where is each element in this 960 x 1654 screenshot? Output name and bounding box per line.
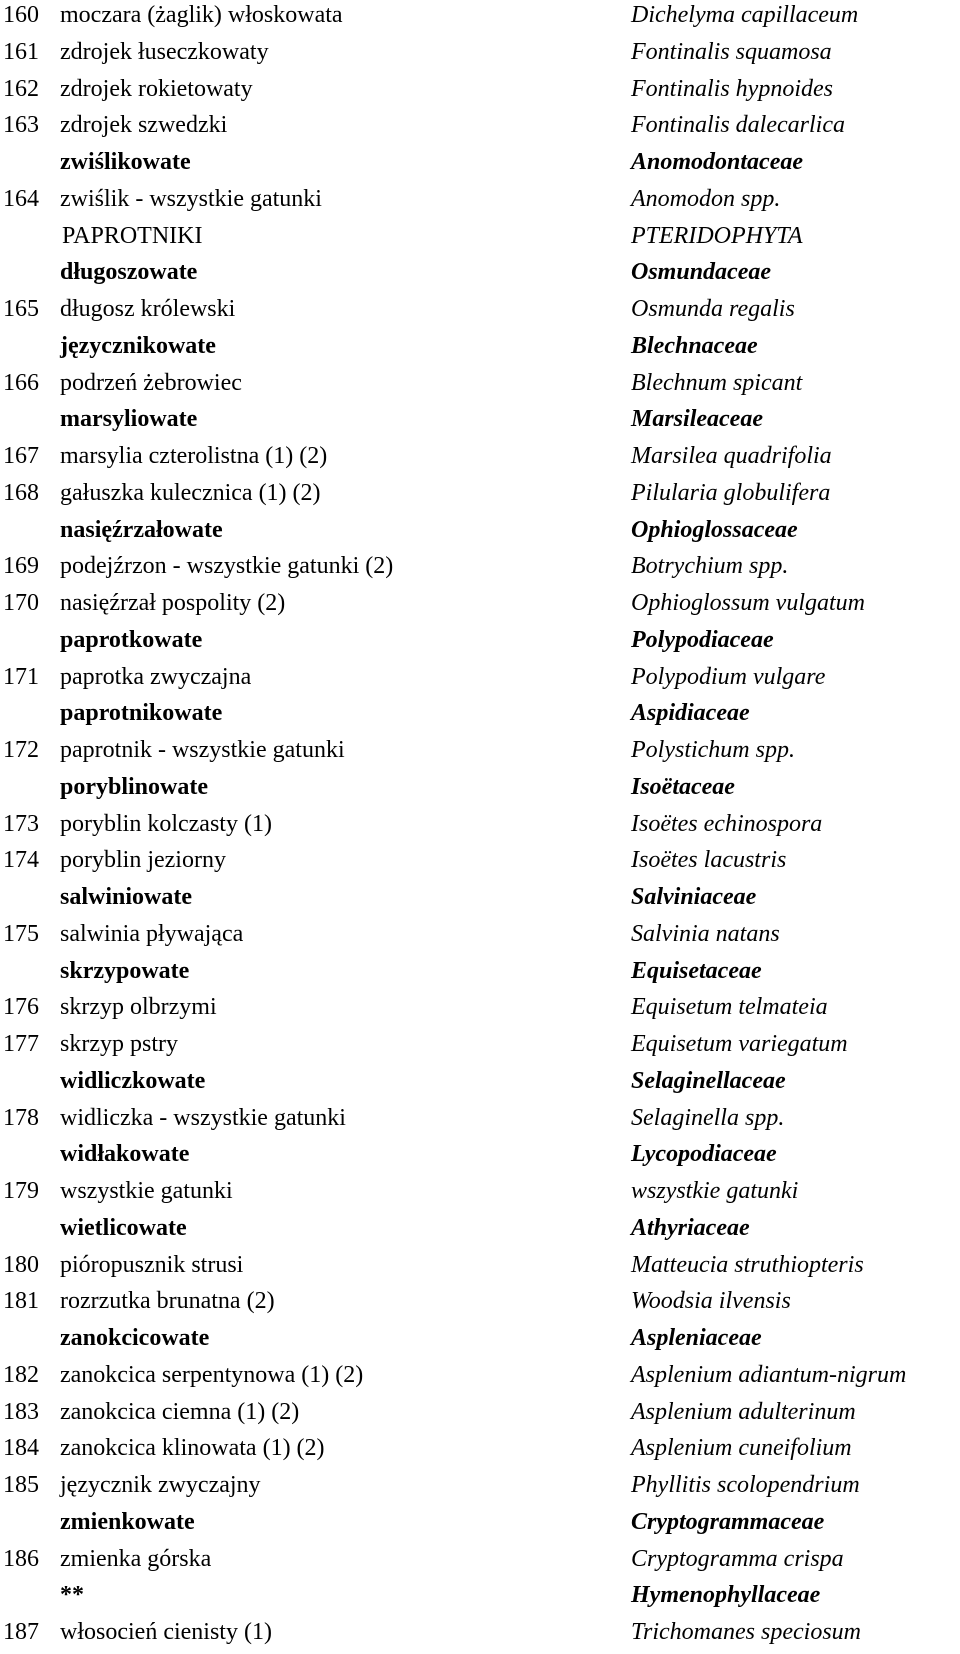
species-row (0, 662, 960, 699)
latin-name: Blechnum spicant (631, 369, 803, 396)
polish-name: marsyliowate (60, 406, 198, 433)
latin-name: Woodsia ilvensis (631, 1288, 791, 1315)
entry-number: 184 (3, 1435, 39, 1462)
family-row (0, 515, 960, 552)
latin-name: Fontinalis squamosa (631, 38, 832, 65)
latin-name: Phyllitis scolopendrium (631, 1472, 860, 1498)
latin-name: Asplenium adulterinum (631, 1398, 856, 1425)
species-row (0, 478, 960, 515)
entry-number: 187 (3, 1619, 39, 1645)
family-row (0, 257, 960, 294)
entry-number: 161 (3, 38, 39, 65)
species-row (0, 1250, 960, 1287)
polish-name: zwiślik - wszystkie gatunki (60, 185, 322, 212)
species-row (0, 1103, 960, 1140)
latin-name: Aspleniaceae (631, 1325, 762, 1351)
polish-name: podejźrzon - wszystkie gatunki (2) (60, 553, 394, 580)
polish-name: języcznikowate (60, 332, 216, 359)
family-row (0, 698, 960, 735)
polish-name: nasięźrzał pospolity (2) (60, 590, 286, 616)
species-row (0, 919, 960, 956)
species-row (0, 37, 960, 74)
latin-name: Matteucia struthiopteris (631, 1251, 864, 1278)
latin-name: Dichelyma capillaceum (631, 2, 859, 28)
species-row (0, 992, 960, 1029)
family-row (0, 404, 960, 441)
polish-name: poryblinowate (60, 773, 209, 800)
polish-name: włosocień cienisty (1) (60, 1619, 272, 1645)
latin-name: Aspidiaceae (631, 700, 750, 727)
species-row (0, 1029, 960, 1066)
polish-name: salwinia pływająca (60, 920, 244, 947)
latin-name: Marsileaceae (631, 406, 763, 433)
entry-number: 176 (3, 994, 39, 1021)
polish-name: moczara (żaglik) włoskowata (60, 2, 343, 28)
latin-name: Salvinia natans (631, 920, 780, 947)
polish-name: rozrzutka brunatna (2) (60, 1288, 275, 1315)
polish-name: PAPROTNIKI (62, 222, 203, 249)
latin-name: Pilularia globulifera (631, 479, 831, 506)
family-row (0, 882, 960, 919)
species-row (0, 845, 960, 882)
species-row (0, 1397, 960, 1434)
polish-name: zdrojek rokietowaty (60, 75, 253, 102)
family-row (0, 1213, 960, 1250)
latin-name: Selaginella spp. (631, 1104, 785, 1131)
species-row (0, 809, 960, 846)
entry-number: 174 (3, 847, 39, 874)
family-row (0, 331, 960, 368)
family-row (0, 1580, 960, 1617)
species-row (0, 1286, 960, 1323)
latin-name: Osmunda regalis (631, 296, 795, 322)
latin-name: Equisetum telmateia (631, 994, 828, 1021)
polish-name: wietlicowate (60, 1214, 187, 1241)
species-row (0, 110, 960, 147)
family-row (0, 1507, 960, 1544)
entry-number: 183 (3, 1398, 39, 1425)
polish-name: widliczkowate (60, 1067, 206, 1094)
entry-number: 168 (3, 479, 39, 506)
species-row (0, 74, 960, 111)
entry-number: 170 (3, 590, 39, 616)
latin-name: Isoëtes lacustris (631, 847, 787, 874)
latin-name: Fontinalis hypnoides (631, 75, 833, 102)
polish-name: pióropusznik strusi (60, 1251, 244, 1278)
polish-name: języcznik zwyczajny (60, 1472, 261, 1498)
entry-number: 179 (3, 1178, 39, 1204)
latin-name: Athyriaceae (631, 1214, 750, 1241)
polish-name: zanokcica ciemna (1) (2) (60, 1398, 300, 1425)
latin-name: Marsilea quadrifolia (631, 443, 832, 469)
species-row (0, 1433, 960, 1470)
latin-name: Isoëtes echinospora (631, 810, 823, 837)
polish-name: paprotnik - wszystkie gatunki (60, 737, 345, 763)
family-row (0, 956, 960, 993)
latin-name: Trichomanes speciosum (631, 1619, 861, 1645)
polish-name: nasięźrzałowate (60, 516, 223, 543)
latin-name: Anomodon spp. (631, 185, 781, 212)
latin-name: Ophioglossaceae (631, 516, 798, 543)
entry-number: 172 (3, 737, 39, 763)
latin-name: Cryptogramma crispa (631, 1545, 844, 1572)
family-row (0, 147, 960, 184)
latin-name: Equisetum variegatum (631, 1031, 848, 1057)
polish-name: zdrojek łuseczkowaty (60, 38, 269, 65)
entry-number: 186 (3, 1545, 39, 1572)
latin-name: Polystichum spp. (631, 737, 795, 763)
polish-name: gałuszka kulecznica (1) (2) (60, 479, 321, 506)
polish-name: zanokcicowate (60, 1325, 210, 1351)
species-row (0, 1544, 960, 1581)
polish-name: zmienka górska (60, 1545, 212, 1572)
entry-number: 175 (3, 920, 39, 947)
latin-name: Asplenium adiantum-nigrum (631, 1361, 907, 1388)
entry-number: 162 (3, 75, 39, 102)
polish-name: skrzyp olbrzymi (60, 994, 217, 1021)
latin-name: Botrychium spp. (631, 553, 789, 580)
latin-name: Ophioglossum vulgatum (631, 590, 865, 616)
polish-name: długoszowate (60, 259, 198, 286)
polish-name: zdrojek szwedzki (60, 112, 228, 139)
latin-name: Selaginellaceae (631, 1067, 786, 1094)
species-row (0, 588, 960, 625)
entry-number: 182 (3, 1361, 39, 1388)
latin-name: PTERIDOPHYTA (631, 222, 803, 249)
species-row (0, 551, 960, 588)
latin-name: Lycopodiaceae (631, 1141, 777, 1168)
entry-number: 164 (3, 185, 39, 212)
latin-name: Asplenium cuneifolium (631, 1435, 852, 1462)
family-row (0, 1323, 960, 1360)
family-row (0, 1066, 960, 1103)
entry-number: 167 (3, 443, 39, 469)
species-row (0, 1470, 960, 1507)
entry-number: 166 (3, 369, 39, 396)
entry-number: 169 (3, 553, 39, 580)
polish-name: zanokcica serpentynowa (1) (2) (60, 1361, 364, 1388)
polish-name: podrzeń żebrowiec (60, 369, 242, 396)
species-row (0, 1360, 960, 1397)
polish-name: ** (60, 1582, 84, 1609)
polish-name: widłakowate (60, 1141, 190, 1168)
polish-name: widliczka - wszystkie gatunki (60, 1104, 346, 1131)
entry-number: 171 (3, 663, 39, 690)
entry-number: 173 (3, 810, 39, 837)
polish-name: marsylia czterolistna (1) (2) (60, 443, 328, 469)
entry-number: 177 (3, 1031, 39, 1057)
family-row (0, 625, 960, 662)
latin-name: Equisetaceae (631, 957, 762, 984)
latin-name: Osmundaceae (631, 259, 771, 286)
species-row (0, 0, 960, 37)
latin-name: Polypodiaceae (631, 626, 774, 653)
polish-name: salwiniowate (60, 884, 192, 910)
species-row (0, 1176, 960, 1213)
species-row (0, 441, 960, 478)
entry-number: 180 (3, 1251, 39, 1278)
latin-name: Fontinalis dalecarlica (631, 112, 845, 139)
family-row (0, 1139, 960, 1176)
latin-name: Polypodium vulgare (631, 663, 826, 690)
latin-name: wszystkie gatunki (631, 1178, 799, 1204)
entry-number: 181 (3, 1288, 39, 1315)
entry-number: 178 (3, 1104, 39, 1131)
polish-name: zanokcica klinowata (1) (2) (60, 1435, 325, 1462)
latin-name: Salviniaceae (631, 884, 757, 910)
latin-name: Hymenophyllaceae (631, 1582, 821, 1609)
polish-name: długosz królewski (60, 296, 236, 322)
species-row (0, 368, 960, 405)
polish-name: skrzypowate (60, 957, 190, 984)
polish-name: paprotka zwyczajna (60, 663, 252, 690)
latin-name: Isoëtaceae (631, 773, 735, 800)
latin-name: Anomodontaceae (631, 149, 803, 175)
polish-name: wszystkie gatunki (60, 1178, 233, 1204)
entry-number: 160 (3, 2, 39, 28)
polish-name: paprotnikowate (60, 700, 223, 727)
section-header-row (0, 221, 960, 258)
polish-name: poryblin jeziorny (60, 847, 226, 874)
polish-name: poryblin kolczasty (1) (60, 810, 272, 837)
polish-name: paprotkowate (60, 626, 203, 653)
polish-name: skrzyp pstry (60, 1031, 178, 1057)
family-row (0, 772, 960, 809)
latin-name: Cryptogrammaceae (631, 1508, 825, 1535)
polish-name: zwiślikowate (60, 149, 191, 175)
entry-number: 185 (3, 1472, 39, 1498)
species-row (0, 1617, 960, 1654)
latin-name: Blechnaceae (631, 332, 758, 359)
polish-name: zmienkowate (60, 1508, 195, 1535)
entry-number: 165 (3, 296, 39, 322)
species-row (0, 184, 960, 221)
species-row (0, 735, 960, 772)
species-row (0, 294, 960, 331)
entry-number: 163 (3, 112, 39, 139)
